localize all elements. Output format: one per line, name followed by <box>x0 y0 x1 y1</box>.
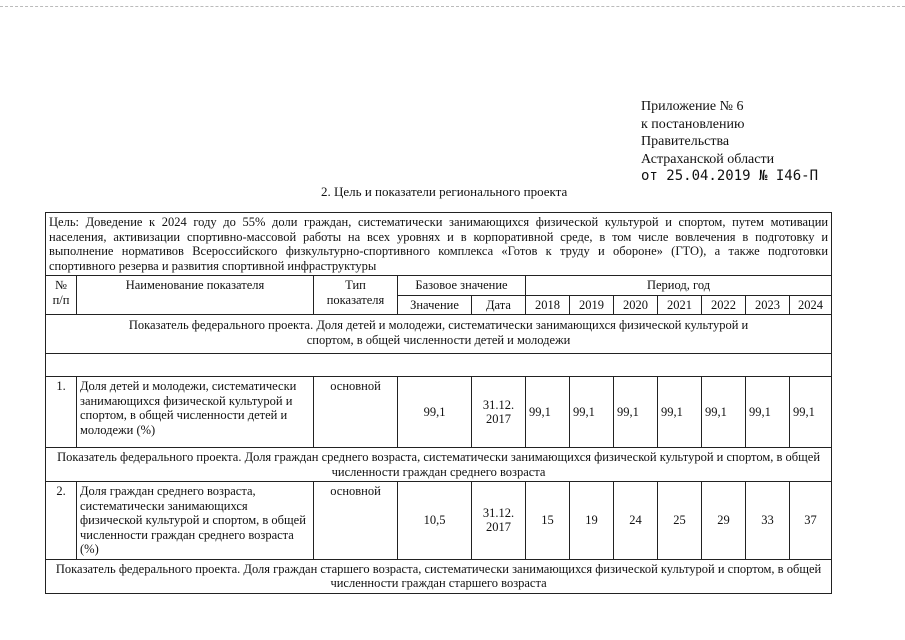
row-year-value: 19 <box>570 482 614 560</box>
header-type: Тип показателя <box>314 276 398 315</box>
section-title: 2. Цель и показатели регионального проекта <box>321 184 568 199</box>
header-period: Период, год <box>526 276 832 296</box>
row-type: основной <box>314 482 398 560</box>
header-date: Дата <box>472 295 526 315</box>
header-year: 2021 <box>658 295 702 315</box>
appendix-government: Правительства <box>641 134 730 149</box>
header-year: 2022 <box>702 295 746 315</box>
table-row <box>46 377 832 448</box>
row-date: 31.12. 2017 <box>472 377 526 448</box>
header-year: 2019 <box>570 295 614 315</box>
federal-indicator-title: Показатель федерального проекта. Доля граждан среднего возраста, систематически занимающихся физической культурой и спортом, в общей численности граждан среднего возраста <box>46 448 832 482</box>
appendix-region: Астраханской области <box>641 151 775 167</box>
row-year-value: 29 <box>702 482 746 560</box>
federal-indicator-title: Показатель федерального проекта. Доля граждан старшего возраста, систематически занимающихся физической культурой и спортом, в общей численности граждан старшего возраста <box>46 559 832 593</box>
header-year: 2018 <box>526 295 570 315</box>
row-value: 99,1 <box>398 377 472 448</box>
header-base: Базовое значение <box>398 276 526 296</box>
header-year: 2020 <box>614 295 658 315</box>
row-year-value: 99,1 <box>526 377 570 448</box>
appendix-date: от 25.04.2019 № I46-П <box>641 168 819 184</box>
appendix-resolution: к постановлению <box>641 116 745 132</box>
spacer-row <box>46 354 832 377</box>
header-num: № п/п <box>46 276 77 315</box>
header-name: Наименование показателя <box>77 276 314 315</box>
row-name: Доля граждан среднего возраста, систематически занимающихся физической культурой и спортом, в общей численности граждан среднего возраста (%) <box>77 482 314 560</box>
row-year-value: 99,1 <box>790 377 832 448</box>
row-year-value: 37 <box>790 482 832 560</box>
row-num: 2. <box>46 482 77 560</box>
table-row <box>46 482 832 560</box>
row-year-value: 99,1 <box>658 377 702 448</box>
row-name: Доля детей и молодежи, систематически занимающихся физической культурой и спортом, в общей численности детей и молодежи (%) <box>77 377 314 448</box>
row-year-value: 15 <box>526 482 570 560</box>
header-year: 2024 <box>790 295 832 315</box>
goal-text: Цель: Доведение к 2024 году до 55% доли граждан, систематически занимающихся физической культурой и спортом, путем мотивации населения, активизации спортивно-массовой работы на всех уровнях и в корпоративной среде, в том числе вовлечения в подготовку и выполнение нормативов Всероссийского физкультурно-спортивного комплекса «Готов к труду и обороне» (ГТО), а также подготовки спортивного резерва и развития спортивной инфраструктуры <box>46 213 832 276</box>
row-value: 10,5 <box>398 482 472 560</box>
row-year-value: 99,1 <box>746 377 790 448</box>
appendix-number: Приложение № 6 <box>641 99 744 114</box>
top-dashed-line <box>0 6 905 7</box>
appendix-header <box>641 98 818 186</box>
indicators-table <box>45 212 832 594</box>
header-value: Значение <box>398 295 472 315</box>
row-year-value: 99,1 <box>570 377 614 448</box>
row-year-value: 99,1 <box>614 377 658 448</box>
row-num: 1. <box>46 377 77 448</box>
header-year: 2023 <box>746 295 790 315</box>
row-type: основной <box>314 377 398 448</box>
row-year-value: 24 <box>614 482 658 560</box>
row-date: 31.12. 2017 <box>472 482 526 560</box>
row-year-value: 99,1 <box>702 377 746 448</box>
federal-indicator-title: Показатель федерального проекта. Доля детей и молодежи, систематически занимающихся физической культурой и спортом, в общей численности детей и молодежи <box>46 315 832 354</box>
row-year-value: 33 <box>746 482 790 560</box>
row-year-value: 25 <box>658 482 702 560</box>
